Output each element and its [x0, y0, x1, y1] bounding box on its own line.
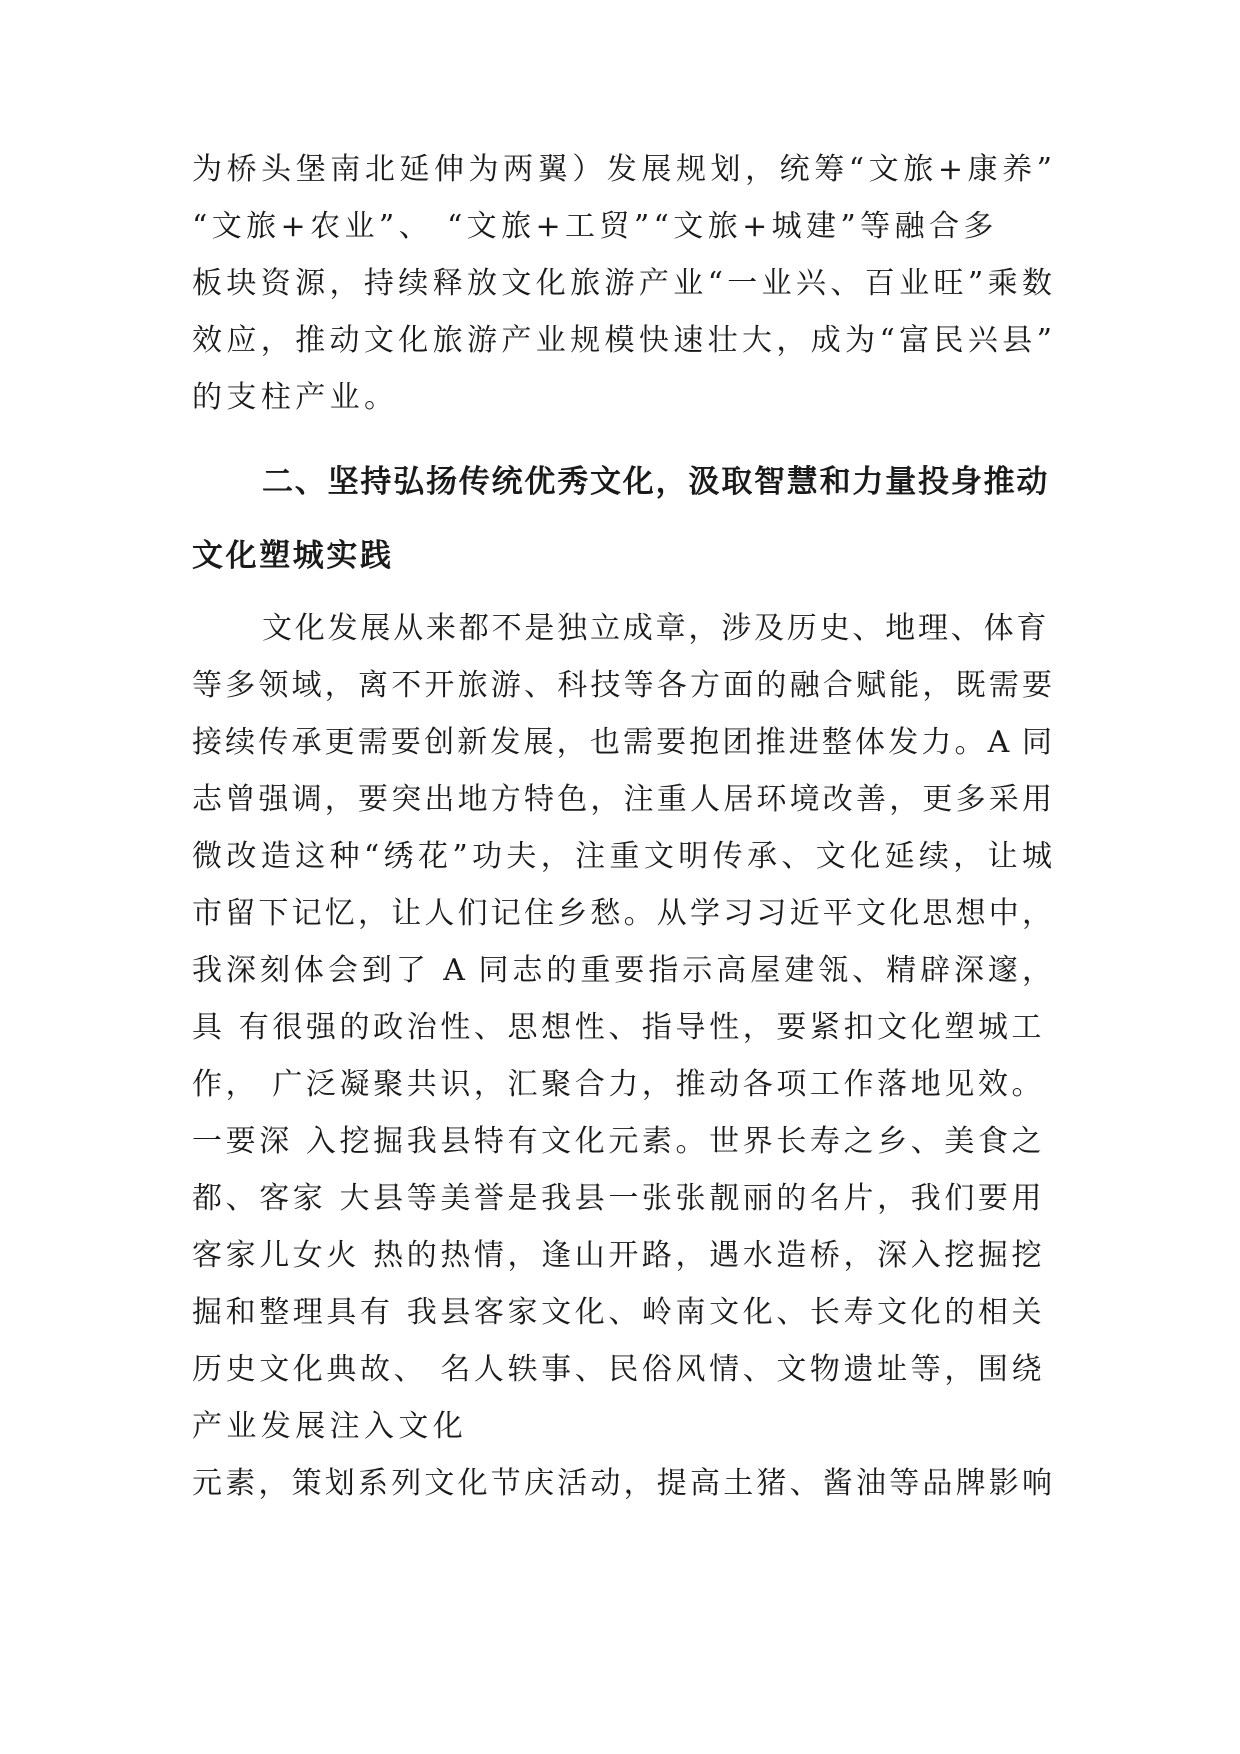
paragraph-line: 产业发展注入文化: [192, 1409, 468, 1444]
paragraph-line: “文旅+农业”、 “文旅+工贸”“文旅+城建”等融合多: [192, 209, 998, 244]
paragraph-line: 效应，推动文化旅游产业规模快速壮大，成为“富民兴县”: [192, 323, 1052, 358]
paragraph-line: 元素，策划系列文化节庆活动，提高土猪、酱油等品牌影响: [192, 1466, 1052, 1501]
section-heading: 文化塑城实践: [192, 538, 394, 574]
paragraph-line: 志曾强调，要突出地方特色，注重人居环境改善，更多采用: [192, 782, 1052, 817]
paragraph-line: 接续传承更需要创新发展，也需要抱团推进整体发力。A 同: [192, 725, 1052, 760]
paragraph-line: 都、客家 大县等美誉是我县一张张靓丽的名片，我们要用: [192, 1181, 1046, 1216]
paragraph-line: 掘和整理具有 我县客家文化、岭南文化、长寿文化的相关: [192, 1295, 1046, 1330]
paragraph-line: 文化发展从来都不是独立成章，涉及历史、地理、体育: [262, 611, 1050, 646]
paragraph-line: 的支柱产业。: [192, 380, 399, 415]
section-heading: 二、坚持弘扬传统优秀文化，汲取智慧和力量投身推动: [262, 464, 1050, 500]
paragraph-line: 历史文化典故、 名人轶事、民俗风情、文物遗址等，围绕: [192, 1352, 1046, 1387]
paragraph-line: 微改造这种“绣花”功夫，注重文明传承、文化延续，让城: [192, 839, 1052, 874]
paragraph-line: 为桥头堡南北延伸为两翼）发展规划，统筹“文旅+康养”: [192, 152, 1052, 187]
paragraph-line: 客家儿女火 热的热情，逢山开路，遇水造桥，深入挖掘挖: [192, 1238, 1046, 1273]
paragraph-line: 板块资源，持续释放文化旅游产业“一业兴、百业旺”乘数: [192, 266, 1052, 301]
paragraph-line: 我深刻体会到了 A 同志的重要指示高屋建瓴、精辟深邃，: [192, 953, 1052, 988]
paragraph-line: 一要深 入挖掘我县特有文化元素。世界长寿之乡、美食之: [192, 1124, 1046, 1159]
paragraph-line: 等多领域，离不开旅游、科技等各方面的融合赋能，既需要: [192, 668, 1052, 703]
paragraph-line: 市留下记忆，让人们记住乡愁。从学习习近平文化思想中，: [192, 896, 1052, 931]
paragraph-line: 具 有很强的政治性、思想性、指导性，要紧扣文化塑城工: [192, 1010, 1046, 1045]
paragraph-line: 作， 广泛凝聚共识，汇聚合力，推动各项工作落地见效。: [192, 1067, 1046, 1102]
